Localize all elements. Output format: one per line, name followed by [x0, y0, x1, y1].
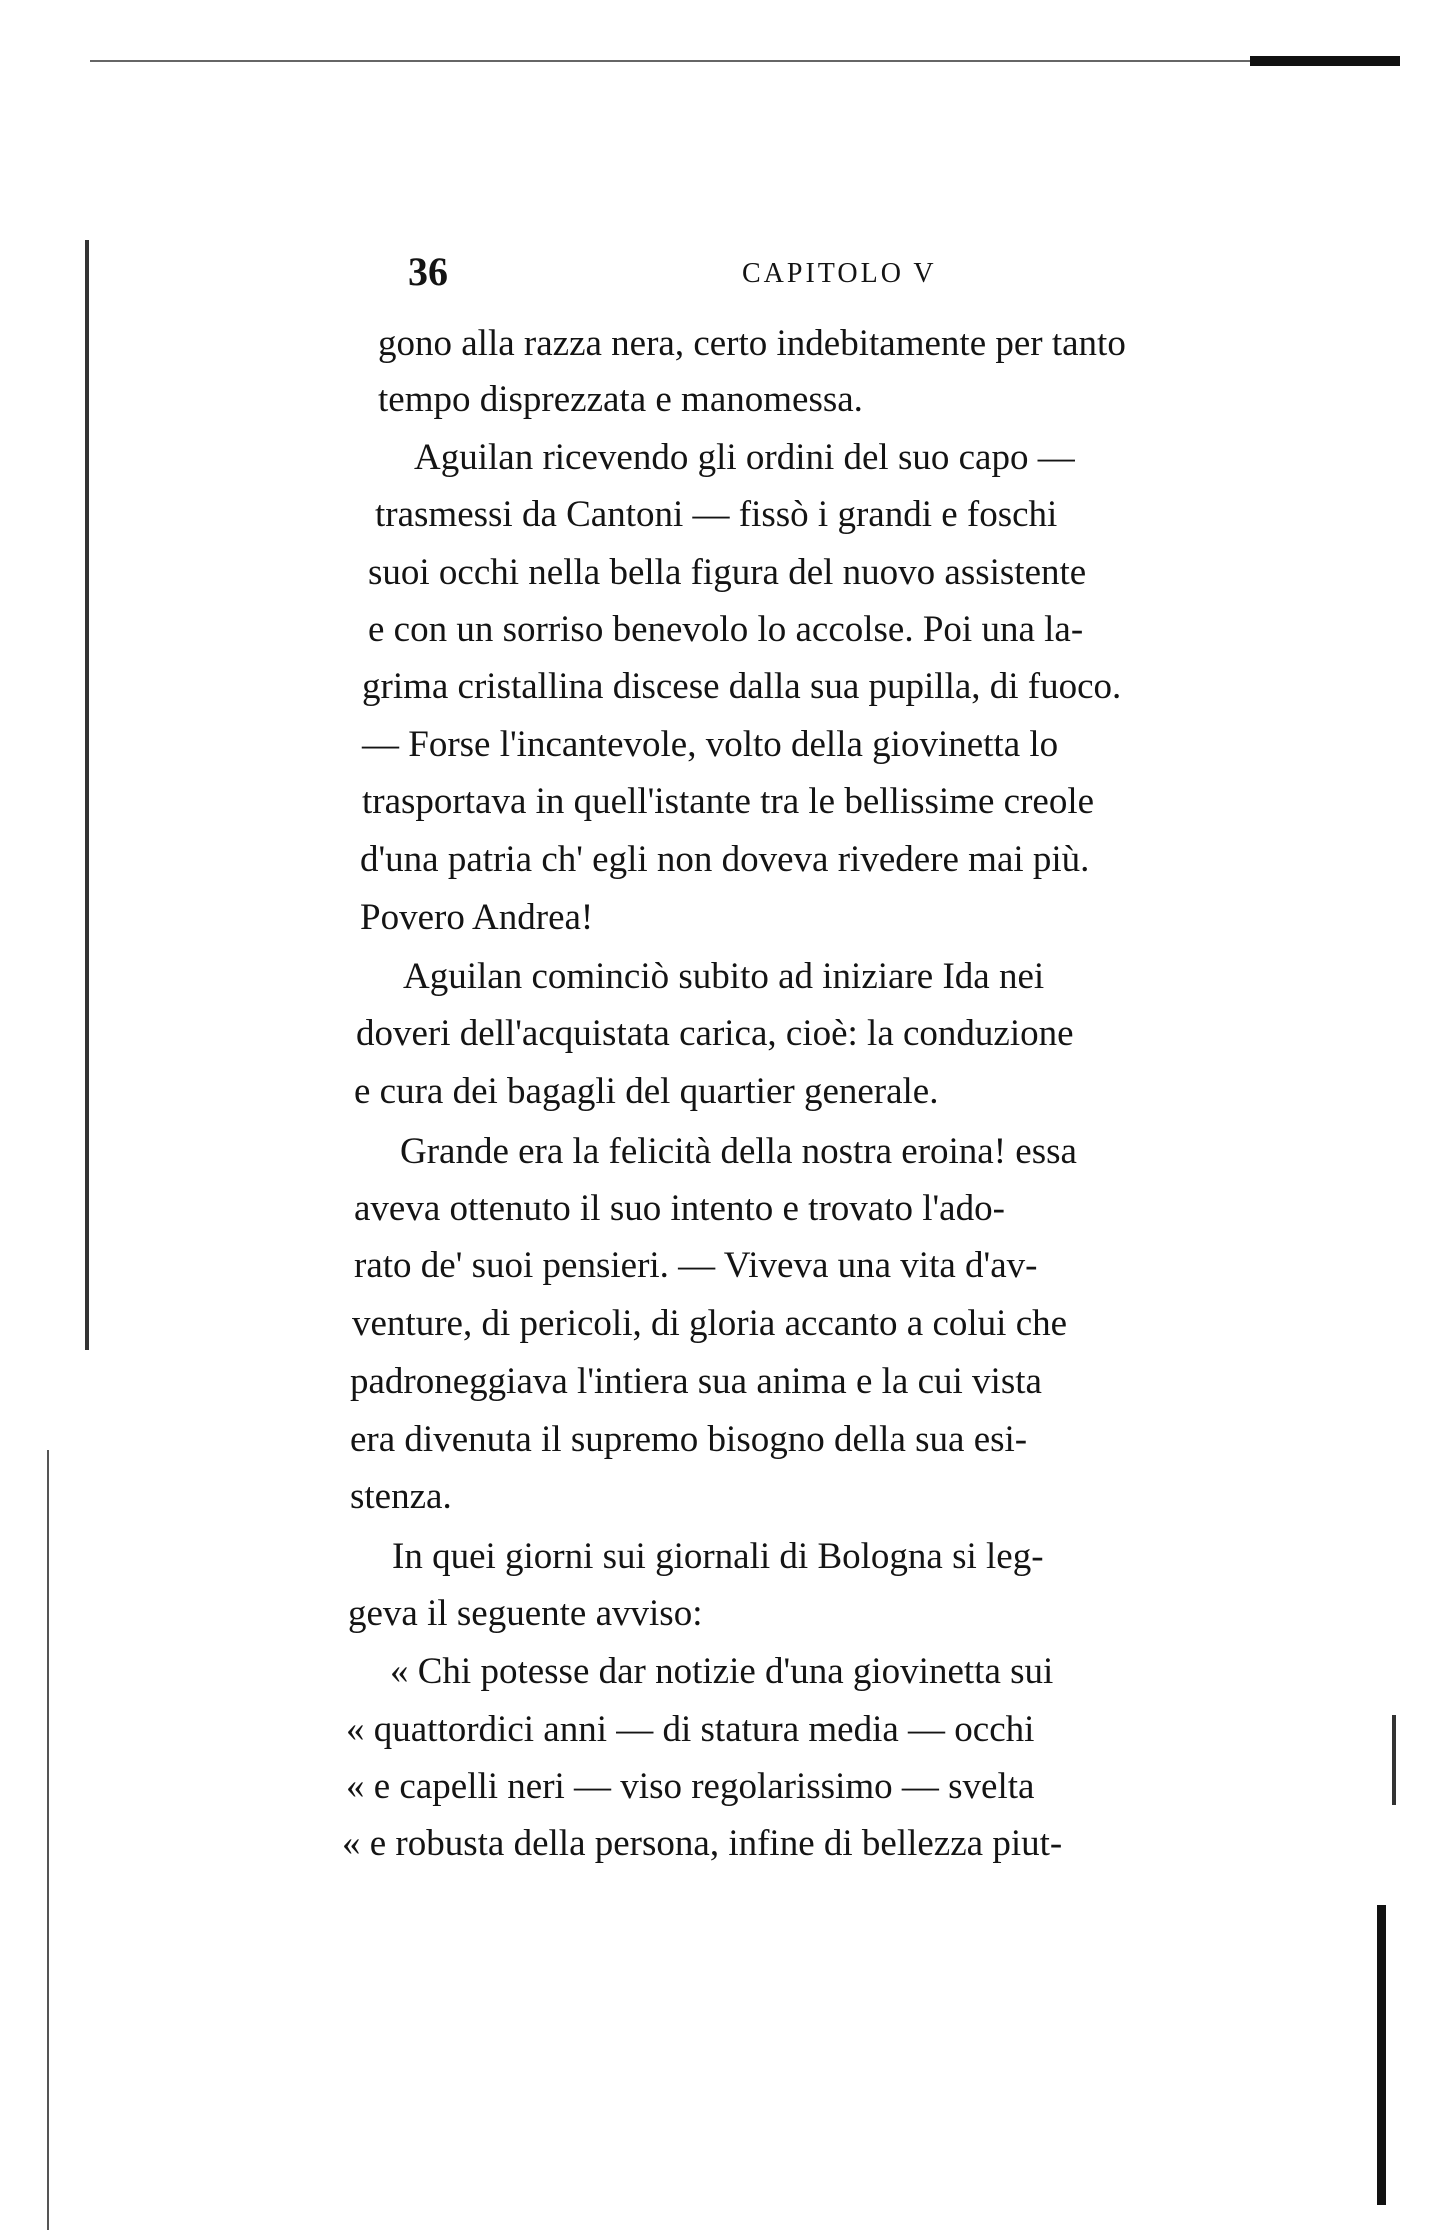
- text-line: trasportava in quell'istante tra le bellissime creole: [362, 781, 1095, 822]
- scan-left-edge: [85, 240, 89, 1350]
- scan-right-mark: [1392, 1715, 1396, 1805]
- text-line: stenza.: [350, 1476, 452, 1517]
- text-line: era divenuta il supremo bisogno della sua esi-: [350, 1419, 1028, 1460]
- scan-top-edge-dark: [1250, 56, 1400, 66]
- text-line: e con un sorriso benevolo lo accolse. Poi una la-: [368, 609, 1084, 650]
- text-line: gono alla razza nera, certo indebitamente per tanto: [378, 323, 1126, 364]
- text-line: venture, di pericoli, di gloria accanto a colui che: [352, 1303, 1068, 1344]
- text-line: doveri dell'acquistata carica, cioè: la conduzione: [356, 1013, 1074, 1054]
- page-number: 36: [408, 249, 448, 294]
- text-line: Aguilan ricevendo gli ordini del suo capo —: [414, 437, 1075, 478]
- text-line: — Forse l'incantevole, volto della giovinetta lo: [362, 724, 1059, 765]
- text-line: e cura dei bagagli del quartier generale.: [354, 1071, 939, 1112]
- text-line: « Chi potesse dar notizie d'una giovinetta sui: [390, 1651, 1054, 1692]
- text-line: Aguilan cominciò subito ad iniziare Ida nei: [403, 956, 1045, 997]
- text-line: aveva ottenuto il suo intento e trovato l'ado-: [354, 1188, 1005, 1229]
- text-line: geva il seguente avviso:: [348, 1593, 703, 1634]
- scan-left-edge-thin: [47, 1450, 49, 2230]
- text-line: tempo disprezzata e manomessa.: [378, 379, 863, 420]
- text-line: « e capelli neri — viso regolarissimo — svelta: [346, 1766, 1035, 1807]
- chapter-heading: CAPITOLO V: [742, 258, 937, 289]
- text-line: Povero Andrea!: [360, 897, 594, 938]
- text-line: rato de' suoi pensieri. — Viveva una vita d'av-: [354, 1245, 1038, 1286]
- text-line: padroneggiava l'intiera sua anima e la cui vista: [350, 1361, 1042, 1402]
- text-line: In quei giorni sui giornali di Bologna si leg-: [392, 1536, 1044, 1577]
- text-line: « quattordici anni — di statura media — occhi: [346, 1709, 1035, 1750]
- text-line: « e robusta della persona, infine di bellezza piut-: [342, 1823, 1063, 1864]
- text-line: Grande era la felicità della nostra eroina! essa: [400, 1131, 1077, 1172]
- text-line: trasmessi da Cantoni — fissò i grandi e foschi: [375, 494, 1058, 535]
- text-line: d'una patria ch' egli non doveva rivedere mai più.: [360, 839, 1090, 880]
- scan-top-edge: [90, 60, 1400, 62]
- text-line: grima cristallina discese dalla sua pupilla, di fuoco.: [362, 666, 1122, 707]
- scan-right-edge: [1377, 1905, 1386, 2205]
- text-line: suoi occhi nella bella figura del nuovo assistente: [368, 552, 1087, 593]
